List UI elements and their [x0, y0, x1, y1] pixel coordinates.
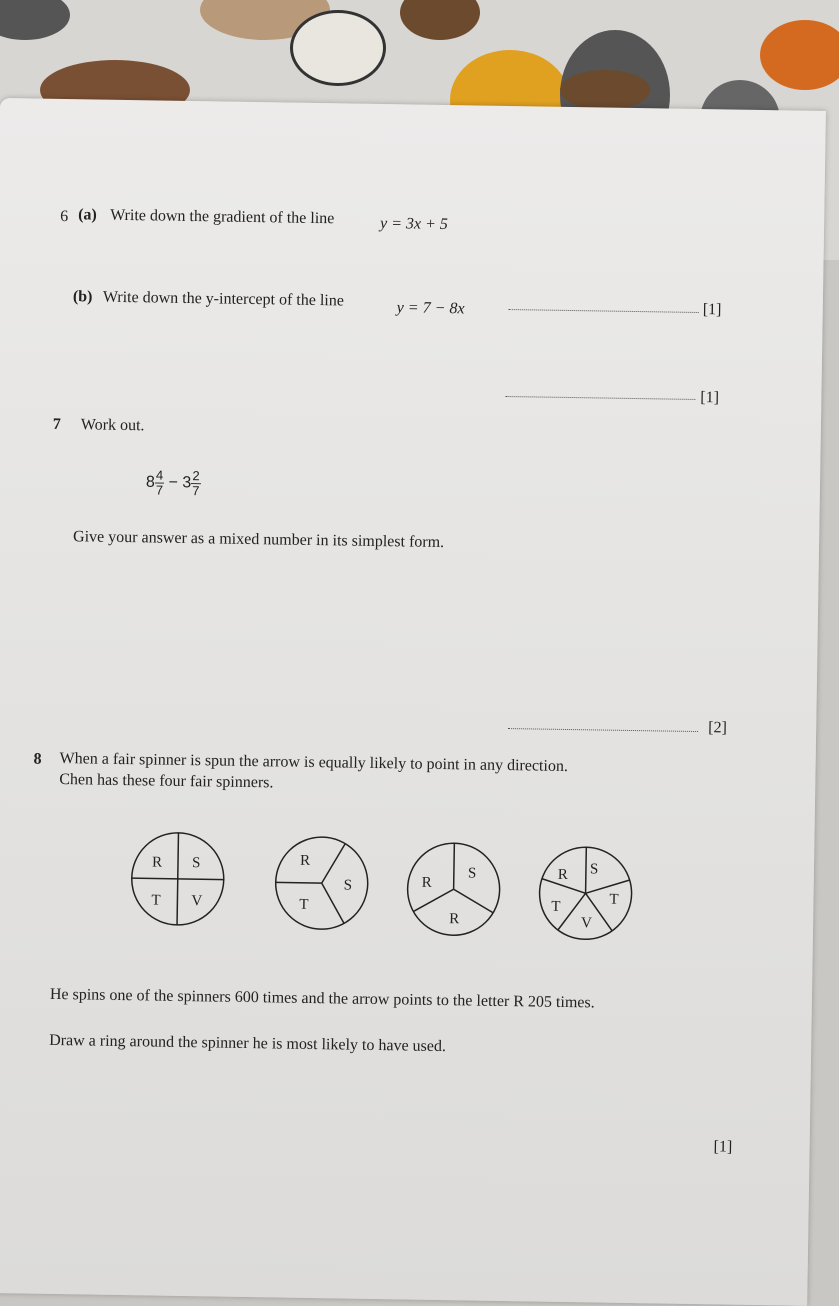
question-8-number: 8 [33, 750, 42, 768]
spinner-2-divider [276, 882, 322, 883]
question-6b-text: Write down the y-intercept of the line [102, 288, 345, 310]
spinner-3[interactable] [405, 840, 502, 937]
fraction-2-numerator: 2 [192, 468, 200, 484]
question-6a-equation: y = 3x + 5 [379, 214, 448, 234]
question-8-line-4: Draw a ring around the spinner he is most likely to have used. [49, 1031, 447, 1056]
spinner-2-divider [321, 883, 345, 923]
spinner-2[interactable] [273, 834, 370, 931]
fraction-2-denominator: 7 [192, 482, 200, 498]
spinner-2-divider [322, 843, 346, 883]
question-7-instruction: Give your answer as a mixed number in its simplest form. [72, 528, 445, 552]
question-6a-text: Write down the gradient of the line [110, 206, 335, 228]
spinner-1-divider [132, 878, 224, 879]
question-6b-label: (b) [72, 288, 93, 306]
spinner-3-label: R [421, 874, 432, 891]
question-6a-mark: [1] [702, 301, 722, 319]
spinner-1-label: V [191, 893, 203, 910]
question-7-expression [146, 468, 201, 497]
answer-line-6a[interactable] [509, 309, 699, 313]
question-6a-label: (a) [78, 206, 97, 224]
fraction-1-denominator: 7 [155, 482, 164, 498]
question-8-line-1: When a fair spinner is spun the arrow is equally likely to point in any direction. [59, 750, 569, 776]
fabric-pattern [0, 0, 70, 40]
spinner-4[interactable] [537, 845, 634, 942]
spinner-4-label: T [609, 891, 619, 908]
fabric-pattern [560, 70, 650, 110]
fabric-pattern [760, 20, 839, 90]
minus-operator: − [168, 474, 179, 492]
spinner-3-divider [454, 843, 455, 889]
mixed-number-1-whole: 8 [145, 473, 156, 491]
fraction-1-numerator: 4 [155, 467, 164, 483]
spinner-3-label: R [449, 911, 460, 928]
answer-line-7[interactable] [508, 728, 698, 732]
mixed-number-2-whole: 3 [182, 474, 192, 492]
spinner-4-label: T [551, 898, 561, 915]
question-6-number: 6 [60, 207, 69, 226]
spinner-3-divider [413, 889, 453, 913]
spinner-2-label: R [299, 852, 311, 869]
question-7-text: Work out. [80, 416, 145, 435]
spinner-4-divider [586, 847, 587, 893]
spinner-4-label: V [580, 915, 593, 932]
question-8-mark: [1] [713, 1138, 733, 1156]
question-7-number: 7 [52, 415, 62, 433]
answer-line-6b[interactable] [505, 396, 695, 400]
fraction-1 [155, 468, 165, 496]
spinner-2-label: S [343, 877, 353, 894]
fraction-2 [191, 469, 201, 497]
exam-paper [0, 98, 826, 1306]
spinner-1[interactable] [129, 830, 226, 927]
spinner-1-label: R [151, 854, 163, 871]
question-6b-equation: y = 7 − 8x [396, 299, 465, 318]
spinner-4-label: R [557, 866, 569, 884]
question-7-mark: [2] [708, 719, 727, 737]
fabric-pattern [400, 0, 480, 40]
spinner-4-label: S [589, 861, 599, 878]
question-8-line-2: Chen has these four fair spinners. [59, 771, 274, 792]
spinner-3-divider [453, 889, 493, 913]
question-6b-mark: [1] [700, 389, 720, 407]
fabric-pattern [290, 10, 386, 86]
spinner-3-label: S [467, 865, 477, 882]
spinner-1-label: T [151, 892, 161, 909]
question-8-line-3: He spins one of the spinners 600 times and the arrow points to the letter R 205 times. [49, 985, 595, 1012]
spinner-4-divider [586, 879, 630, 894]
spinner-1-label: S [191, 855, 201, 872]
spinner-2-label: T [299, 896, 309, 913]
